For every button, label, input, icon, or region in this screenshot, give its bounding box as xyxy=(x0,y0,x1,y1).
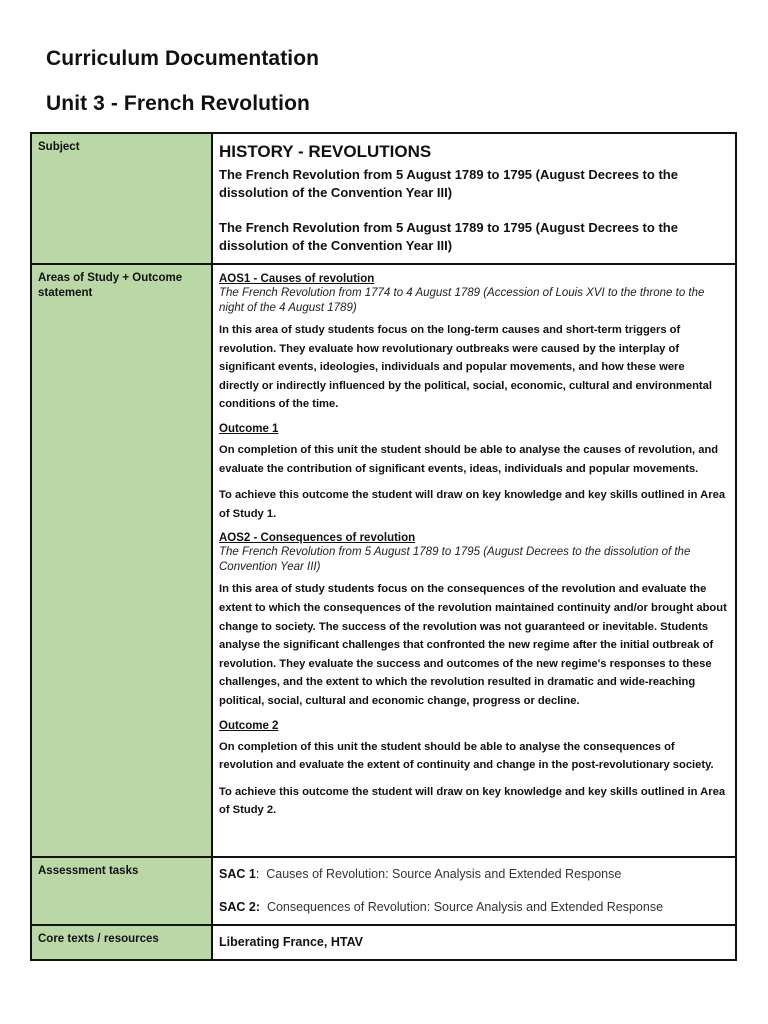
curriculum-table xyxy=(30,132,737,961)
sac-1-tag: SAC 1 xyxy=(219,867,256,881)
sac-1-text: Causes of Revolution: Source Analysis and Extended Response xyxy=(266,867,622,881)
document-title: Curriculum Documentation xyxy=(46,47,320,70)
aos2-title: AOS2 - Consequences of revolution xyxy=(219,532,416,545)
sac-2-tag: SAC 2: xyxy=(219,900,260,914)
areas-row xyxy=(31,264,736,857)
outcome-1-title: Outcome 1 xyxy=(219,422,279,435)
sac-1: SAC 1: Causes of Revolution: Source Analysis and Extended Response xyxy=(219,867,622,881)
outcome-2-title: Outcome 2 xyxy=(219,719,279,732)
subject-cell xyxy=(212,133,736,264)
core-row xyxy=(31,925,736,960)
core-label: Core texts / resources xyxy=(31,925,212,960)
assessment-row xyxy=(31,857,736,925)
subject-heading: HISTORY - REVOLUTIONS xyxy=(219,142,432,161)
outcome-1-achieve: To achieve this outcome the student will draw on key knowledge and key skills outlined in Area of Study 1. xyxy=(219,489,726,520)
core-value: Liberating France, HTAV xyxy=(219,935,364,949)
sac-2 xyxy=(219,898,727,916)
subject-row xyxy=(31,133,736,264)
aos2-subtitle: The French Revolution from 5 August 1789 to 1795 (August Decrees to the dissolution of the Convention Year III) xyxy=(219,546,691,574)
core-cell xyxy=(212,925,736,960)
subject-label: Subject xyxy=(31,133,212,264)
subject-line-1: The French Revolution from 5 August 1789 to 1795 (August Decrees to the dissolution of the Convention Year III) xyxy=(219,167,678,200)
outcome-2-achieve: To achieve this outcome the student will draw on key knowledge and key skills outlined in Area of Study 2. xyxy=(219,785,726,817)
aos1-subtitle: The French Revolution from 1774 to 4 August 1789 (Accession of Louis XVI to the throne to the night of the 4 August 1789) xyxy=(219,287,705,314)
aos1-title: AOS1 - Causes of revolution xyxy=(219,273,375,285)
areas-cell xyxy=(212,264,736,857)
unit-title: Unit 3 - French Revolution xyxy=(46,92,310,115)
assessment-label: Assessment tasks xyxy=(31,857,212,925)
outcome-2-text: On completion of this unit the student should be able to analyse the consequences of revolution and evaluate the extent of continuity and change in the post-revolutionary society. xyxy=(219,740,714,772)
sac-2-text: Consequences of Revolution: Source Analysis and Extended Response xyxy=(266,900,664,914)
aos2-body: In this area of study students focus on the consequences of the revolution and evaluate the extent to which the consequences of the revolution maintained continuity and/or brought about change to society. The success of the revolution was not guaranteed or inevitable. Students analyse the significant challenges that confronted the new regime after the initial outbreak of revolution. They evaluate the success and outcomes of the new regime's responses to these challenges, and the extent to which the revolution resulted in dramatic and wide-reaching political, social, cultural and economic change, progress or decline. xyxy=(219,583,727,707)
outcome-1-text: On completion of this unit the student should be able to analyse the causes of revolution, and evaluate the contribution of significant events, ideas, individuals and popular movements. xyxy=(219,443,719,475)
assessment-cell xyxy=(212,857,736,925)
areas-label: Areas of Study + Outcome statement xyxy=(31,264,212,857)
aos1-body: In this area of study students focus on the long-term causes and short-term triggers of revolution. They evaluate how revolutionary outbreaks were caused by the interplay of significant events, ideologies, individuals and popular movements, and how these were directly or indirectly influenced by the political, social, economic, cultural and environmental conditions of the time. xyxy=(219,324,712,411)
subject-line-2: The French Revolution from 5 August 1789 to 1795 (August Decrees to the dissolution of the Convention Year III) xyxy=(219,220,678,253)
